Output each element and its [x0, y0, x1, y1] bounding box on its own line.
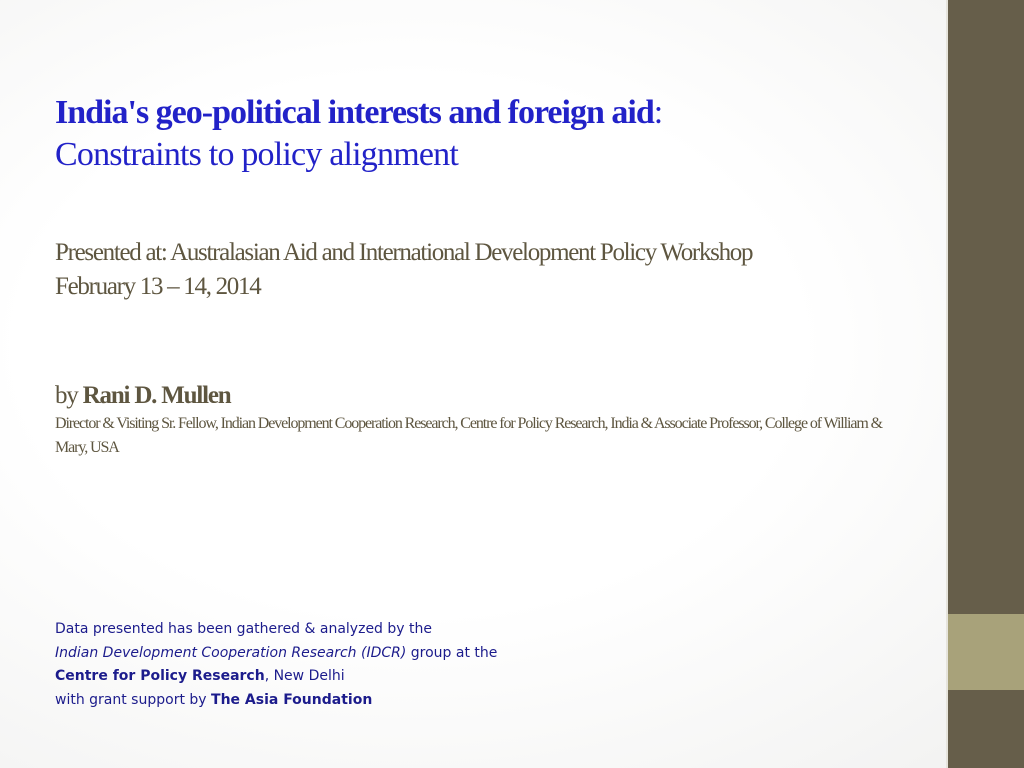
- credits-idcr: Indian Development Cooperation Research (IDCR): [55, 644, 407, 661]
- author-line: [55, 380, 935, 412]
- credits-asia-foundation: The Asia Foundation: [211, 691, 373, 708]
- author-affiliation: Director & Visiting Sr. Fellow, Indian Development Cooperation Research, Centre for Policy Research, India & Associate Professor, College of William & Mary, USA: [55, 415, 882, 456]
- presented-date-line: February 13 – 14, 2014: [55, 273, 261, 300]
- credits-line-1: Data presented has been gathered & analyzed by the: [55, 621, 432, 637]
- credits-line-2: [55, 642, 755, 666]
- title-main: India's geo-political interests and foreign aid: [55, 94, 654, 131]
- presented-at-line: Presented at: Australasian Aid and International Development Policy Workshop: [55, 239, 753, 266]
- credits-line-4: [55, 689, 755, 713]
- title-subtitle: Constraints to policy alignment: [55, 136, 458, 173]
- credits-line-3: [55, 665, 755, 689]
- credits-line-3-rest: , New Delhi: [264, 668, 345, 684]
- credits-line-4-start: with grant support by: [55, 691, 212, 708]
- author-by: by: [55, 382, 78, 409]
- slide-title: [55, 92, 935, 176]
- decorative-sidebar-accent: [948, 614, 1024, 690]
- credits-block: [55, 618, 755, 712]
- author-name: Rani D. Mullen: [82, 382, 231, 409]
- credits-cpr: Centre for Policy Research: [55, 668, 265, 684]
- presented-at-block: [55, 236, 935, 304]
- title-colon: :: [653, 94, 664, 131]
- credits-line-2-rest: group at the: [406, 644, 498, 661]
